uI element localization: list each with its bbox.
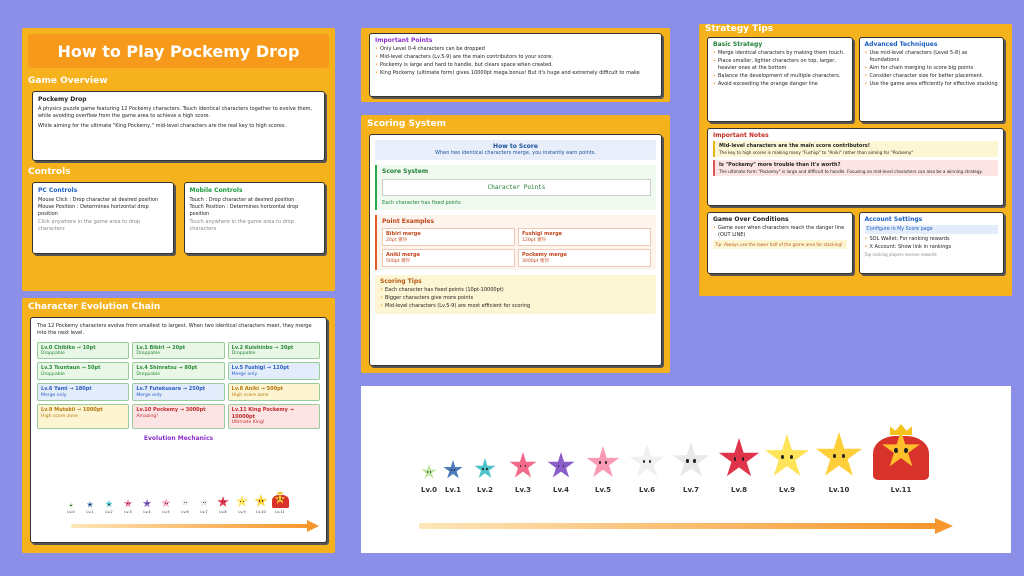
advanced-card: [859, 37, 1005, 122]
evolution-item-name: Lv.0 Chibiko → 10pt: [41, 344, 96, 351]
evolution-item-status: Droppable: [231, 350, 256, 356]
evolution-item: [132, 362, 224, 380]
scoring-tip-item: • Bigger characters give more points: [380, 295, 651, 302]
account-config-link[interactable]: Configure in My Score page: [865, 225, 999, 234]
basic-strategy-item: • Place smaller, lighter characters on top, larger, heavier ones at the bottom: [713, 58, 847, 71]
game-over-condition-item: • Game over when characters reach the danger line (OUT LINE): [713, 225, 847, 238]
evolution-item-name: Lv.10 Pockemy → 3000pt: [136, 407, 206, 414]
mini-character-lv11-icon: [272, 491, 289, 508]
point-example: [518, 228, 651, 246]
point-example-points: 20pt 獲得: [386, 237, 408, 243]
evolution-item-status: High score zone: [231, 392, 269, 398]
mini-level-label: Lv.7: [200, 510, 208, 514]
mini-character-lv3-icon: [124, 499, 133, 508]
character-lv10-icon: [815, 432, 863, 480]
point-example-name: Aniki merge: [386, 251, 420, 258]
character-lv3-icon: [509, 452, 537, 480]
strategy-row: [707, 37, 1004, 122]
mini-character-lv2-icon: [105, 500, 113, 508]
scoring-tip-item: • Each character has fixed points (10pt-10000pt): [380, 287, 651, 294]
evolution-item-name: Lv.2 Kuishinbo → 30pt: [231, 344, 294, 351]
evolution-item: [37, 362, 129, 380]
evolution-item-status: Droppable: [136, 350, 161, 356]
mini-level-label: Lv.2: [105, 510, 113, 514]
evolution-mechanics-title: Evolution Mechanics: [143, 434, 214, 442]
character-level-label: Lv.1: [445, 486, 461, 494]
scoring-header: Scoring System: [367, 119, 446, 129]
basic-strategy-card: [707, 37, 853, 122]
score-system-note: Each character has fixed points: [382, 199, 461, 206]
evolution-item: [37, 342, 129, 360]
character-level-label: Lv.9: [779, 486, 795, 494]
bottom-row: [707, 212, 1004, 274]
advanced-technique-item: • Consider character size for better placement.: [865, 73, 999, 80]
important-title: Important Points: [375, 37, 433, 44]
mini-character-lv9-icon: [236, 495, 249, 508]
evolution-arrow: [71, 521, 321, 531]
mini-level-label: Lv.4: [143, 510, 151, 514]
pc-controls-title: PC Controls: [38, 187, 78, 194]
mini-character-lv0-icon: [68, 502, 74, 508]
account-settings-title: Account Settings: [864, 216, 923, 223]
point-example: [382, 249, 515, 267]
evolution-item: [132, 342, 224, 360]
overview-card-title: Pockemy Drop: [38, 96, 87, 103]
note-1-text: The key to high scores is making many "Fushigi" to "Aniki" rather than aiming for "Pockemy": [719, 149, 914, 155]
character-level-label: Lv.6: [639, 486, 655, 494]
evolution-item: [228, 342, 320, 360]
mobile-controls-card: [184, 182, 326, 254]
mobile-control-line-1: Touch : Drop character at desired position: [189, 197, 295, 203]
point-example-name: Pockemy merge: [522, 251, 567, 258]
evolution-item: [37, 383, 129, 401]
advanced-technique-item: • Use the game area efficiently for effective stacking: [865, 81, 999, 88]
evolution-item-name: Lv.11 King Pockemy → 10000pt: [231, 407, 294, 420]
advanced-technique-item: • Aim for chain merging to score big points: [865, 65, 999, 72]
note-2-text: The ultimate form "Pockemy" is large and difficult to handle. Focusing on mid-level characters can also be a winning strategy.: [719, 168, 983, 174]
evolution-item-name: Lv.7 Futekusare → 250pt: [136, 386, 206, 393]
character-lv0-icon: [421, 464, 437, 480]
important-list: [375, 46, 656, 77]
character-level-label: Lv.0: [421, 486, 437, 494]
game-over-card: [707, 212, 853, 274]
score-system-box: [375, 165, 656, 210]
point-example-name: Fushigi merge: [522, 230, 563, 237]
mini-level-label: Lv.10: [256, 510, 266, 514]
important-card: [369, 33, 662, 97]
character-lv8-icon: [718, 438, 760, 480]
point-example-points: 3000pt 獲得: [522, 258, 550, 264]
evolution-intro: The 12 Pockemy characters evolve from smallest to largest. When two identical characters meet, they merge into the next level.: [37, 323, 312, 336]
character-level-label: Lv.2: [477, 486, 493, 494]
evolution-item: [228, 383, 320, 401]
evolution-item-status: Merge only: [41, 392, 67, 398]
character-lv7-icon: [672, 442, 710, 480]
character-showcase: [361, 386, 1011, 553]
evolution-item-name: Lv.4 Shinratsu → 80pt: [136, 365, 198, 372]
advanced-list: [865, 50, 999, 87]
important-notes-card: [707, 128, 1004, 206]
evolution-item-status: Merge only: [231, 371, 258, 377]
mobile-controls-title: Mobile Controls: [189, 187, 243, 194]
pc-control-note: Click anywhere in the game area to drop characters: [38, 219, 141, 232]
character-lv11-icon: [873, 424, 929, 480]
evolution-item-status: High score zone: [41, 413, 78, 419]
evolution-item-status: Ultimate King!: [231, 419, 265, 425]
evolution-item: [132, 383, 224, 401]
note-1-title: Mid-level characters are the main score contributors!: [719, 143, 871, 149]
overview-paragraph-1: A physics puzzle game featuring 12 Pockemy characters. Touch identical characters together to evolve them, while avoiding overflow from the game area to achieve a high score.: [38, 106, 313, 119]
important-point-item: • Pockemy is large and hard to handle, but clears space when created.: [375, 62, 656, 69]
evolution-item-status: Merge only: [136, 392, 162, 398]
evolution-item: [228, 362, 320, 380]
evolution-item-name: Lv.8 Aniki → 500pt: [231, 386, 284, 393]
character-lv6-icon: [629, 444, 665, 480]
note-1: [713, 141, 998, 157]
account-setting-item: • X Account: Show link in rankings: [865, 244, 999, 251]
how-to-score-title: How to Score: [493, 143, 538, 150]
evolution-header: Character Evolution Chain: [28, 302, 161, 312]
character-level-label: Lv.10: [828, 486, 850, 494]
strategy-header: Strategy Tips: [705, 24, 774, 34]
point-example: [382, 228, 515, 246]
account-settings-list: [865, 236, 999, 251]
scoring-tips-title: Scoring Tips: [380, 277, 422, 285]
mini-level-label: Lv.8: [219, 510, 227, 514]
point-examples-grid: [382, 228, 651, 267]
scoring-tips-box: [375, 275, 656, 314]
score-formula: Character Points: [382, 179, 651, 196]
evolution-card: [30, 317, 327, 543]
evolution-item-status: Droppable: [136, 371, 161, 377]
character-level-label: Lv.7: [683, 486, 699, 494]
overview-paragraph-2: While aiming for the ultimate "King Pockemy," mid-level characters are the real key to high scores.: [38, 122, 287, 129]
evolution-item: [228, 404, 320, 428]
mini-character-lv4-icon: [143, 499, 152, 508]
basic-strategy-item: • Avoid exceeding the orange danger line: [713, 81, 847, 88]
mini-character-lv10-icon: [254, 494, 268, 508]
pc-control-line-2: Mouse Position : Determines horizontal drop position: [38, 203, 149, 217]
important-point-item: • King Pockemy (ultimate form) gives 10000pt mega bonus! But it's huge and extremely difficult to make: [375, 70, 656, 77]
mini-level-label: Lv.0: [67, 510, 75, 514]
evolution-item-name: Lv.9 Mutekii → 1000pt: [41, 407, 103, 414]
mini-level-label: Lv.5: [162, 510, 170, 514]
character-lv9-icon: [764, 434, 810, 480]
evolution-item-status: Droppable: [41, 371, 65, 377]
account-note: Top ranking players receive rewards: [864, 252, 937, 257]
scoring-tip-item: • Mid-level characters (Lv.5-9) are most efficient for scoring: [380, 303, 651, 310]
important-point-item: • Only Level 0-4 characters can be dropped: [375, 46, 656, 53]
overview-panel: [22, 28, 335, 291]
overview-header: Game Overview: [28, 76, 108, 86]
evolution-grid: [37, 342, 320, 429]
point-example-name: Bibiri merge: [386, 230, 421, 237]
scoring-panel: [361, 115, 670, 373]
evolution-item-name: Lv.5 Fushigi → 120pt: [231, 365, 290, 372]
mini-level-label: Lv.3: [124, 510, 132, 514]
point-example-points: 500pt 獲得: [386, 258, 411, 264]
important-notes-title: Important Notes: [713, 132, 769, 139]
scoring-tips-list: [380, 287, 651, 310]
mini-character-lv1-icon: [87, 501, 94, 508]
note-2-title: Is "Pockemy" more trouble than it's worth?: [719, 161, 841, 168]
how-to-score-box: [375, 140, 656, 160]
character-lv5-icon: [586, 446, 620, 480]
controls-header: Controls: [28, 167, 71, 177]
character-lv4-icon: [547, 452, 575, 480]
score-system-title: Score System: [382, 167, 429, 175]
how-to-score-text: When two identical characters merge, you instantly earn points.: [435, 150, 596, 156]
evolution-item-name: Lv.3 Tsuntaun → 50pt: [41, 365, 101, 372]
advanced-title: Advanced Techniques: [864, 41, 938, 48]
mobile-control-note: Touch anywhere in the game area to drop characters: [189, 219, 294, 232]
overview-card: [32, 91, 325, 161]
character-level-label: Lv.3: [515, 486, 531, 494]
character-lv1-icon: [443, 460, 463, 480]
account-setting-item: • SOL Wallet: For ranking rewards: [865, 236, 999, 243]
point-examples-box: [375, 215, 656, 270]
account-settings-card: [859, 212, 1005, 274]
mini-character-lv8-icon: [217, 496, 229, 508]
important-point-item: • Mid-level characters (Lv.5-9) are the main contributors to your score.: [375, 54, 656, 61]
evolution-item-name: Lv.6 Yami → 180pt: [41, 386, 92, 393]
game-over-title: Game Over Conditions: [713, 216, 789, 223]
scoring-card: [369, 134, 662, 366]
evolution-panel: [22, 298, 335, 553]
basic-strategy-title: Basic Strategy: [713, 41, 763, 48]
title-banner: [28, 34, 329, 68]
point-example-points: 120pt 獲得: [522, 237, 547, 243]
evolution-item-status: Droppable: [41, 350, 65, 356]
mini-level-label: Lv.9: [238, 510, 246, 514]
advanced-technique-item: • Use mid-level characters (Level 5-8) as foundations: [865, 50, 999, 63]
pc-control-line-1: Mouse Click : Drop character at desired position: [38, 197, 159, 203]
mini-character-lv7-icon: [199, 497, 210, 508]
mini-character-lv5-icon: [161, 498, 171, 508]
controls-row: [32, 182, 325, 254]
character-level-label: Lv.11: [890, 486, 912, 494]
point-example: [518, 249, 651, 267]
game-over-tip: Tip: Always use the lower half of the game area for stacking!: [713, 240, 847, 249]
page-title: How to Play Pockemy Drop: [57, 41, 300, 61]
evolution-item-name: Lv.1 Bibiri → 20pt: [136, 344, 186, 351]
character-level-label: Lv.5: [595, 486, 611, 494]
important-panel: [361, 28, 670, 102]
evolution-mini-row: [61, 488, 301, 518]
showcase-arrow: [419, 521, 959, 531]
pc-controls-card: [32, 182, 174, 254]
basic-strategy-list: [713, 50, 847, 87]
basic-strategy-item: • Balance the development of multiple characters.: [713, 73, 847, 80]
mini-level-label: Lv.1: [86, 510, 94, 514]
evolution-item: [132, 404, 224, 428]
note-2: [713, 160, 998, 176]
mini-level-label: Lv.6: [181, 510, 189, 514]
evolution-item-status: Amazing!: [136, 413, 159, 419]
basic-strategy-item: • Merge identical characters by making them touch.: [713, 50, 847, 57]
strategy-panel: [699, 24, 1012, 296]
evolution-item: [37, 404, 129, 428]
point-examples-title: Point Examples: [382, 217, 435, 225]
game-over-list: [713, 225, 847, 238]
mini-level-label: Lv.11: [275, 510, 285, 514]
character-level-label: Lv.8: [731, 486, 747, 494]
character-level-label: Lv.4: [553, 486, 569, 494]
mini-character-lv6-icon: [180, 497, 191, 508]
mobile-control-line-2: Touch Position : Determines horizontal drop position: [189, 203, 299, 217]
character-lv2-icon: [474, 458, 496, 480]
